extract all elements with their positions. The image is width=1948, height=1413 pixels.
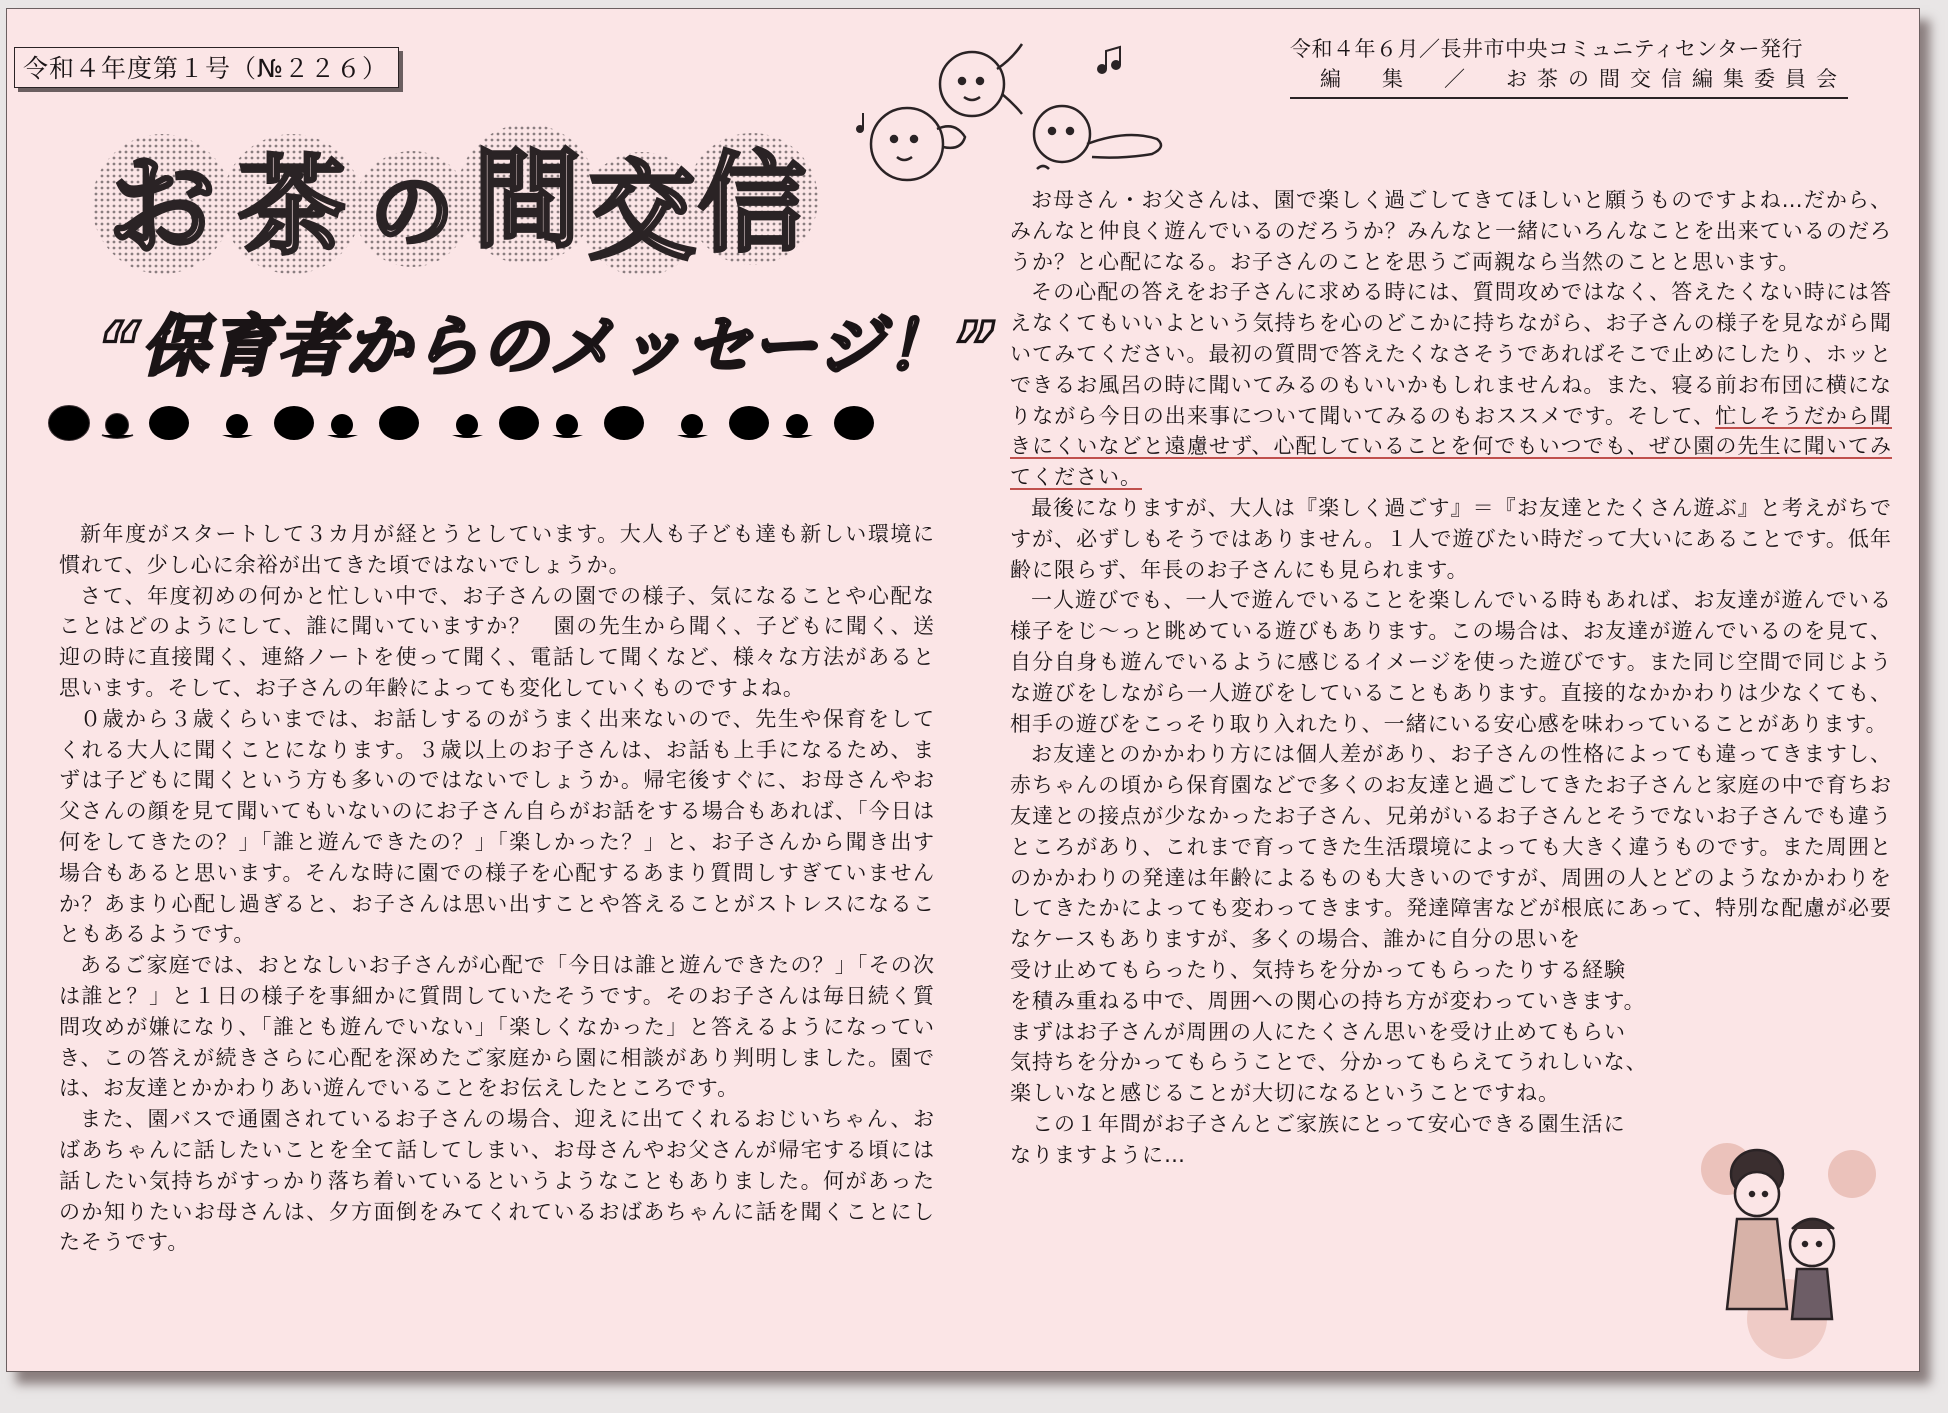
newsletter-logo — [87, 119, 827, 289]
subtitle-banner — [97, 294, 999, 394]
logo-char: 信 — [697, 142, 807, 267]
article-paragraph: また、園バスで通園されているお子さんの場合、迎えに出てくれるおじいちゃん、おばあちゃんに話したいことを全て話してしまい、お母さんやお父さんが帰宅する頃には話したい気持ちがすっかり落ち着いているというようなこともありました。何があったのか知りたいお母さんは、夕方面倒をみてくれているおばあちゃんに話を聞くことにしたそうです。 — [59, 1107, 935, 1255]
logo-char: 茶 — [237, 145, 347, 270]
article-paragraph: 最後になりますが、大人は『楽しく過ごす』＝『お友達とたくさん遊ぶ』と考えがちですが、必ずしもそうではありません。１人で遊びたい時だって大いにあることです。低年齢に限らず、年長のお子さんにも見られます。 — [1010, 495, 1892, 582]
underlined-emphasis: 忙しそうだから聞きにくいなどと遠慮せず、心配していることを何でもいつでも、ぜひ園の先生に聞いてみてください。 — [1010, 403, 1892, 490]
babies-illustration — [842, 39, 1202, 189]
editor-line: 編 集 ／ お茶の間交信編集委員会 — [1320, 67, 1847, 91]
article-paragraph: 新年度がスタートして３カ月が経とうとしています。大人も子ども達も新しい環境に慣れて、少し心に余裕が出てきた頃ではないでしょうか。 — [59, 522, 935, 577]
text-line: 気持ちを分かってもらうことで、分かってもらえてうれしいな、 — [1010, 1050, 1648, 1075]
narrow-text-block — [1010, 955, 1650, 1171]
music-note-icon — [857, 47, 1120, 132]
text-line: 受け止めてもらったり、気持ちを分かってもらったりする経験 — [1010, 957, 1626, 982]
article-paragraph: あるご家庭では、おとなしいお子さんが心配で「今日は誰と遊んできたの？」「その次は誰と？」と１日の様子を事細かに質問していたそうです。そのお子さんは毎日続く質問攻めが嫌になり、「誰とも遊んでいない」「楽しくなかった」と答えるようになっていき、この答えが続きさらに心配を深めたご家庭から園に相談があり判明しました。園では、お友達とかかわりあい遊んでいることをお伝えしたところです。 — [59, 953, 935, 1101]
issue-number-label: 令和４年度第１号（№２２６） — [14, 47, 399, 88]
publisher-rule — [1290, 97, 1848, 99]
text-line: 楽しいなと感じることが大切になるということですね。 — [1010, 1081, 1560, 1106]
text-line: なりますように… — [1010, 1142, 1186, 1167]
newsletter-page — [6, 8, 1920, 1372]
article-paragraph: ０歳から３歳くらいまでは、お話しするのがうまく出来ないので、先生や保育をしてくれる大人に聞くことになります。３歳以上のお子さんは、お話も上手になるため、まずは子どもに聞くという方も多いのではないでしょうか。帰宅後すぐに、お母さんやお父さんの顔を見て聞いてもいないのにお子さん自らがお話をする場合もあれば、「今日は何をしてきたの？」「誰と遊んできたの？」「楽しかった？」と、お子さんから聞き出す場合もあると思います。そんな時に園での様子を心配するあまり質問しすぎていませんか？あまり心配し過ぎると、お子さんは思い出すことや答えることがストレスになることもあるようです。 — [59, 706, 935, 947]
subtitle-text: “保育者からのメッセージ！” — [97, 308, 999, 385]
article-right-column — [1010, 185, 1892, 1171]
article-paragraph — [1010, 277, 1892, 493]
article-text: その心配の答えをお子さんに求める時には、質問攻めではなく、答えたくない時には答えなくてもいいよという気持ちを心のどこかに持ちながら、お子さんの様子を見ながら聞いてみてください。最初の質問で答えたくなさそうであればそこで止めにしたり、ホッとできるお風呂の時に聞いてみるのもいいかもしれませんね。また、寝る前お布団に横になりながら今日の出来事について聞いてみるのもおススメです。そして、 — [1010, 280, 1892, 428]
article-paragraph: お母さん・お父さんは、園で楽しく過ごしてきてほしいと願うものですよね…だから、みんなと仲良く遊んでいるのだろうか？みんなと一緒にいろんなことを出来ているのだろうか？と心配になる。お子さんのことを思うご両親なら当然のことと思います。 — [1010, 188, 1892, 274]
logo-char: 交 — [587, 150, 697, 275]
text-line: まずはお子さんが周囲の人にたくさん思いを受け止めてもらい — [1010, 1019, 1626, 1044]
text-line: を積み重ねる中で、周囲への関心の持ち方が変わっていきます。 — [1010, 988, 1646, 1013]
publisher-line: 令和４年６月／長井市中央コミュニティセンター発行 — [1290, 37, 1804, 61]
mother-and-child-illustration — [1677, 1119, 1897, 1339]
article-paragraph: お友達とのかかわり方には個人差があり、お子さんの性格によっても違ってきますし、赤ちゃんの頃から保育園などで多くのお友達と過ごしてきたお子さんと家庭の中で育ちお友達との接点が少なかったお子さん、兄弟がいるお子さんとそうでないお子さんでも違うところがあり、これまで育ってきた生活環境によっても大きく違うものです。また周囲とのかかわりの発達は年齢によるものも大きいのですが、周囲の人とどのようなかかわりをしてきたかによっても変わってきます。発達障害などが根底にあって、特別な配慮が必要なケースもありますが、多くの場合、誰かに自分の思いを — [1010, 742, 1892, 952]
article-paragraph: 一人遊びでも、一人で遊んでいることを楽しんでいる時もあれば、お友達が遊んでいる様子をじ～っと眺めている遊びもあります。この場合は、お友達が遊んでいるのを見て、自分自身も遊んでいるように感じるイメージを使った遊びです。また同じ空間で同じような遊びをしながら一人遊びをしていることもあります。直接的なかかわりは少なくても、相手の遊びをこっそり取り入れたり、一緒にいる安心感を味わっていることがあります。 — [1010, 588, 1892, 736]
text-line: この１年間がお子さんとご家族にとって安心できる園生活に — [1010, 1111, 1626, 1136]
logo-char: の — [369, 163, 455, 261]
flower-snail-border — [47, 395, 907, 455]
publisher-info — [1290, 34, 1850, 94]
logo-char: お — [107, 145, 217, 270]
article-left-column — [59, 519, 935, 1258]
logo-char: 間 — [472, 138, 582, 263]
article-paragraph: さて、年度初めの何かと忙しい中で、お子さんの園での様子、気になることや心配なことはどのようにして、誰に聞いていますか？ 園の先生から聞く、子どもに聞く、送迎の時に直接聞く、連絡ノートを使って聞く、電話して聞くなど、様々な方法があると思います。そして、お子さんの年齢によっても変化していくものですよね。 — [59, 583, 935, 700]
